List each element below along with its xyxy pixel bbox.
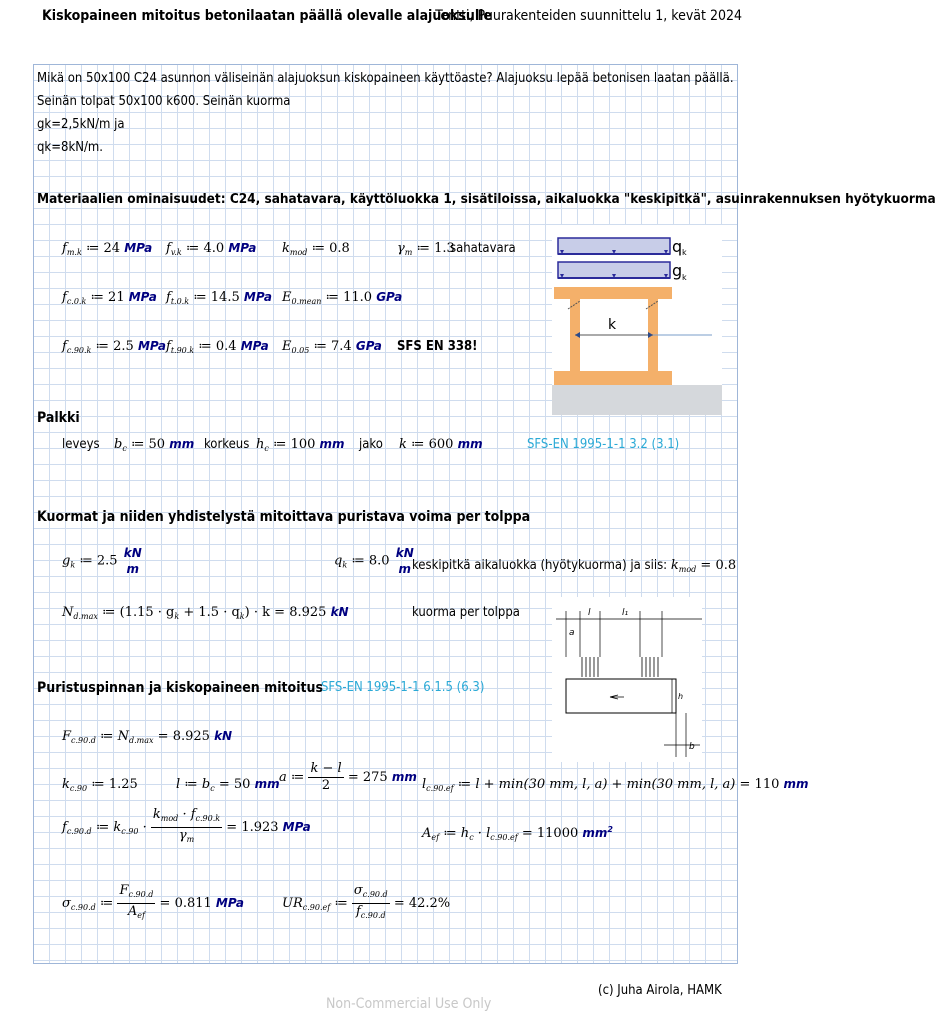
concrete-slab [552, 385, 722, 415]
e005-equation[interactable]: $E_{0.05}$ ≔ 7.4 GPa [282, 339, 382, 355]
beam-reference-link[interactable]: SFS-EN 1995-1-1 3.2 (3.1) [527, 437, 680, 452]
bottom-plate [554, 371, 672, 385]
ft90k-equation[interactable]: $f_{t.90.k}$ ≔ 0.4 MPa [166, 339, 269, 355]
k-label: k [608, 317, 617, 333]
qk-equation[interactable]: $q_k$ ≔ 8.0 kN m [334, 546, 414, 576]
gk-sub: k [682, 273, 687, 282]
top-plate [554, 287, 672, 299]
a-equation[interactable]: a ≔ $\frac{k - l}{2}$ = 275 mm [279, 761, 417, 793]
qk-load-icon [558, 238, 670, 254]
nd-equation[interactable]: $N_{d.max}$ ≔ $(1.15 \cdot g_k + 1.5 \cdot q_k) \cdot k = 8.925$ kN [62, 605, 349, 621]
standard-note: SFS EN 338! [397, 339, 478, 354]
problem-line-4: qk=8kN/m. [37, 140, 104, 155]
gk-load-icon [558, 262, 670, 278]
gamma-m-equation[interactable]: $\gamma_m$ ≔ 1.3 [397, 241, 455, 257]
l-dim-label: l [588, 608, 591, 618]
fvk-equation[interactable]: $f_{v.k}$ ≔ 4.0 MPa [166, 241, 257, 257]
gk-label: g [672, 261, 683, 280]
hc-equation[interactable]: $h_c$ ≔ 100 mm [256, 437, 345, 453]
bc-equation[interactable]: $b_c$ ≔ 50 mm [114, 437, 195, 453]
sigma-equation[interactable]: $\sigma_{c.90.d}$ ≔ $\frac{F_{c.90.d}}{A_{ef}}$ = 0.811 MPa [62, 883, 244, 920]
worksheet[interactable] [33, 64, 936, 964]
qk-label: q [672, 237, 683, 256]
fc90d-strength-equation[interactable]: $f_{c.90.d}$ ≔ $k_{c.90}$ · $\frac{k_{mod} \cdot f_{c.90.k}}{\gamma_m}$ = 1.923 MPa [62, 807, 311, 844]
e0mean-equation[interactable]: $E_{0.mean}$ ≔ 11.0 GPa [282, 290, 403, 306]
watermark: Non-Commercial Use Only [326, 996, 492, 1012]
kmod-note: keskipitkä aikaluokka (hyötykuorma) ja siis: $k_{mod} = 0.8$ [412, 558, 737, 574]
wall-section-diagram [552, 225, 722, 415]
materials-heading: Materiaalien ominaisuudet: C24, sahatavara, käyttöluokka 1, sisätiloissa, aikaluokka "keskipitkä", asuinrakennuksen hyötykuorma [37, 191, 936, 207]
b-dim-label: b [689, 742, 695, 752]
beam-heading: Palkki [37, 410, 80, 426]
utilization-equation[interactable]: $UR_{c.90.ef}$ ≔ $\frac{\sigma_{c.90.d}}{f_{c.90.d}}$ = 42.2% [282, 883, 451, 920]
l1-dim-label: l₁ [622, 608, 629, 618]
design-reference-link[interactable]: SFS-EN 1995-1-1 6.1.5 (6.3) [321, 680, 485, 695]
l-equation[interactable]: l ≔ $b_c = 50$ mm [176, 777, 280, 793]
a-dim-label: a [569, 628, 575, 638]
problem-line-3: gk=2,5kN/m ja [37, 117, 125, 132]
fmk-equation[interactable]: $f_{m.k}$ ≔ 24 MPa [62, 241, 153, 257]
ft0k-equation[interactable]: $f_{t.0.k}$ ≔ 14.5 MPa [166, 290, 272, 306]
problem-statement[interactable] [37, 67, 734, 159]
fc90d-force-equation[interactable]: $F_{c.90.d}$ ≔ $N_{d.max} = 8.925$ kN [62, 729, 233, 745]
gk-equation[interactable]: $g_k$ ≔ 2.5 kN m [62, 546, 142, 576]
spacing-label: jako [359, 437, 383, 452]
h-dim-label: h [678, 692, 684, 701]
loads-heading: Kuormat ja niiden yhdistelystä mitoittava puristava voima per tolppa [37, 509, 531, 525]
fc90k-equation[interactable]: $f_{c.90.k}$ ≔ 2.5 MPa [62, 339, 167, 355]
height-label: korkeus [204, 437, 250, 452]
problem-line-1: Mikä on 50x100 C24 asunnon väliseinän alajuoksun kiskopaineen käyttöaste? Alajuoksu lepää betonisen laatan päällä. [37, 71, 734, 86]
course-info: Tentti, Puurakenteiden suunnittelu 1, kevät 2024 [435, 8, 742, 24]
lef-equation[interactable]: $l_{c.90.ef}$ ≔ l + min(30 mm, l, a) + min(30 mm, l, a) = 110 mm [422, 777, 809, 793]
k-equation[interactable]: k ≔ 600 mm [399, 437, 483, 452]
document-title: Kiskopaineen mitoitus betonilaatan päällä olevalle alajuoksulle [42, 8, 493, 24]
width-label: leveys [62, 437, 100, 452]
kc90-equation[interactable]: $k_{c.90}$ ≔ 1.25 [62, 777, 138, 793]
fc0k-equation[interactable]: $f_{c.0.k}$ ≔ 21 MPa [62, 290, 157, 306]
design-heading: Puristuspinnan ja kiskopaineen mitoitus [37, 680, 324, 696]
problem-line-2: Seinän tolpat 50x100 k600. Seinän kuorma [37, 94, 291, 109]
per-post-label: kuorma per tolppa [412, 605, 520, 620]
qk-sub: k [682, 248, 687, 257]
aef-equation[interactable]: $A_{ef}$ ≔ $h_c \cdot l_{c.90.ef} = 11000$ $mm^2$ [422, 825, 613, 842]
kmod-equation[interactable]: $k_{mod}$ ≔ 0.8 [282, 241, 350, 257]
sahatavara-label: sahatavara [450, 241, 516, 256]
copyright: (c) Juha Airola, HAMK [598, 983, 722, 998]
bearing-detail-diagram [552, 597, 702, 762]
